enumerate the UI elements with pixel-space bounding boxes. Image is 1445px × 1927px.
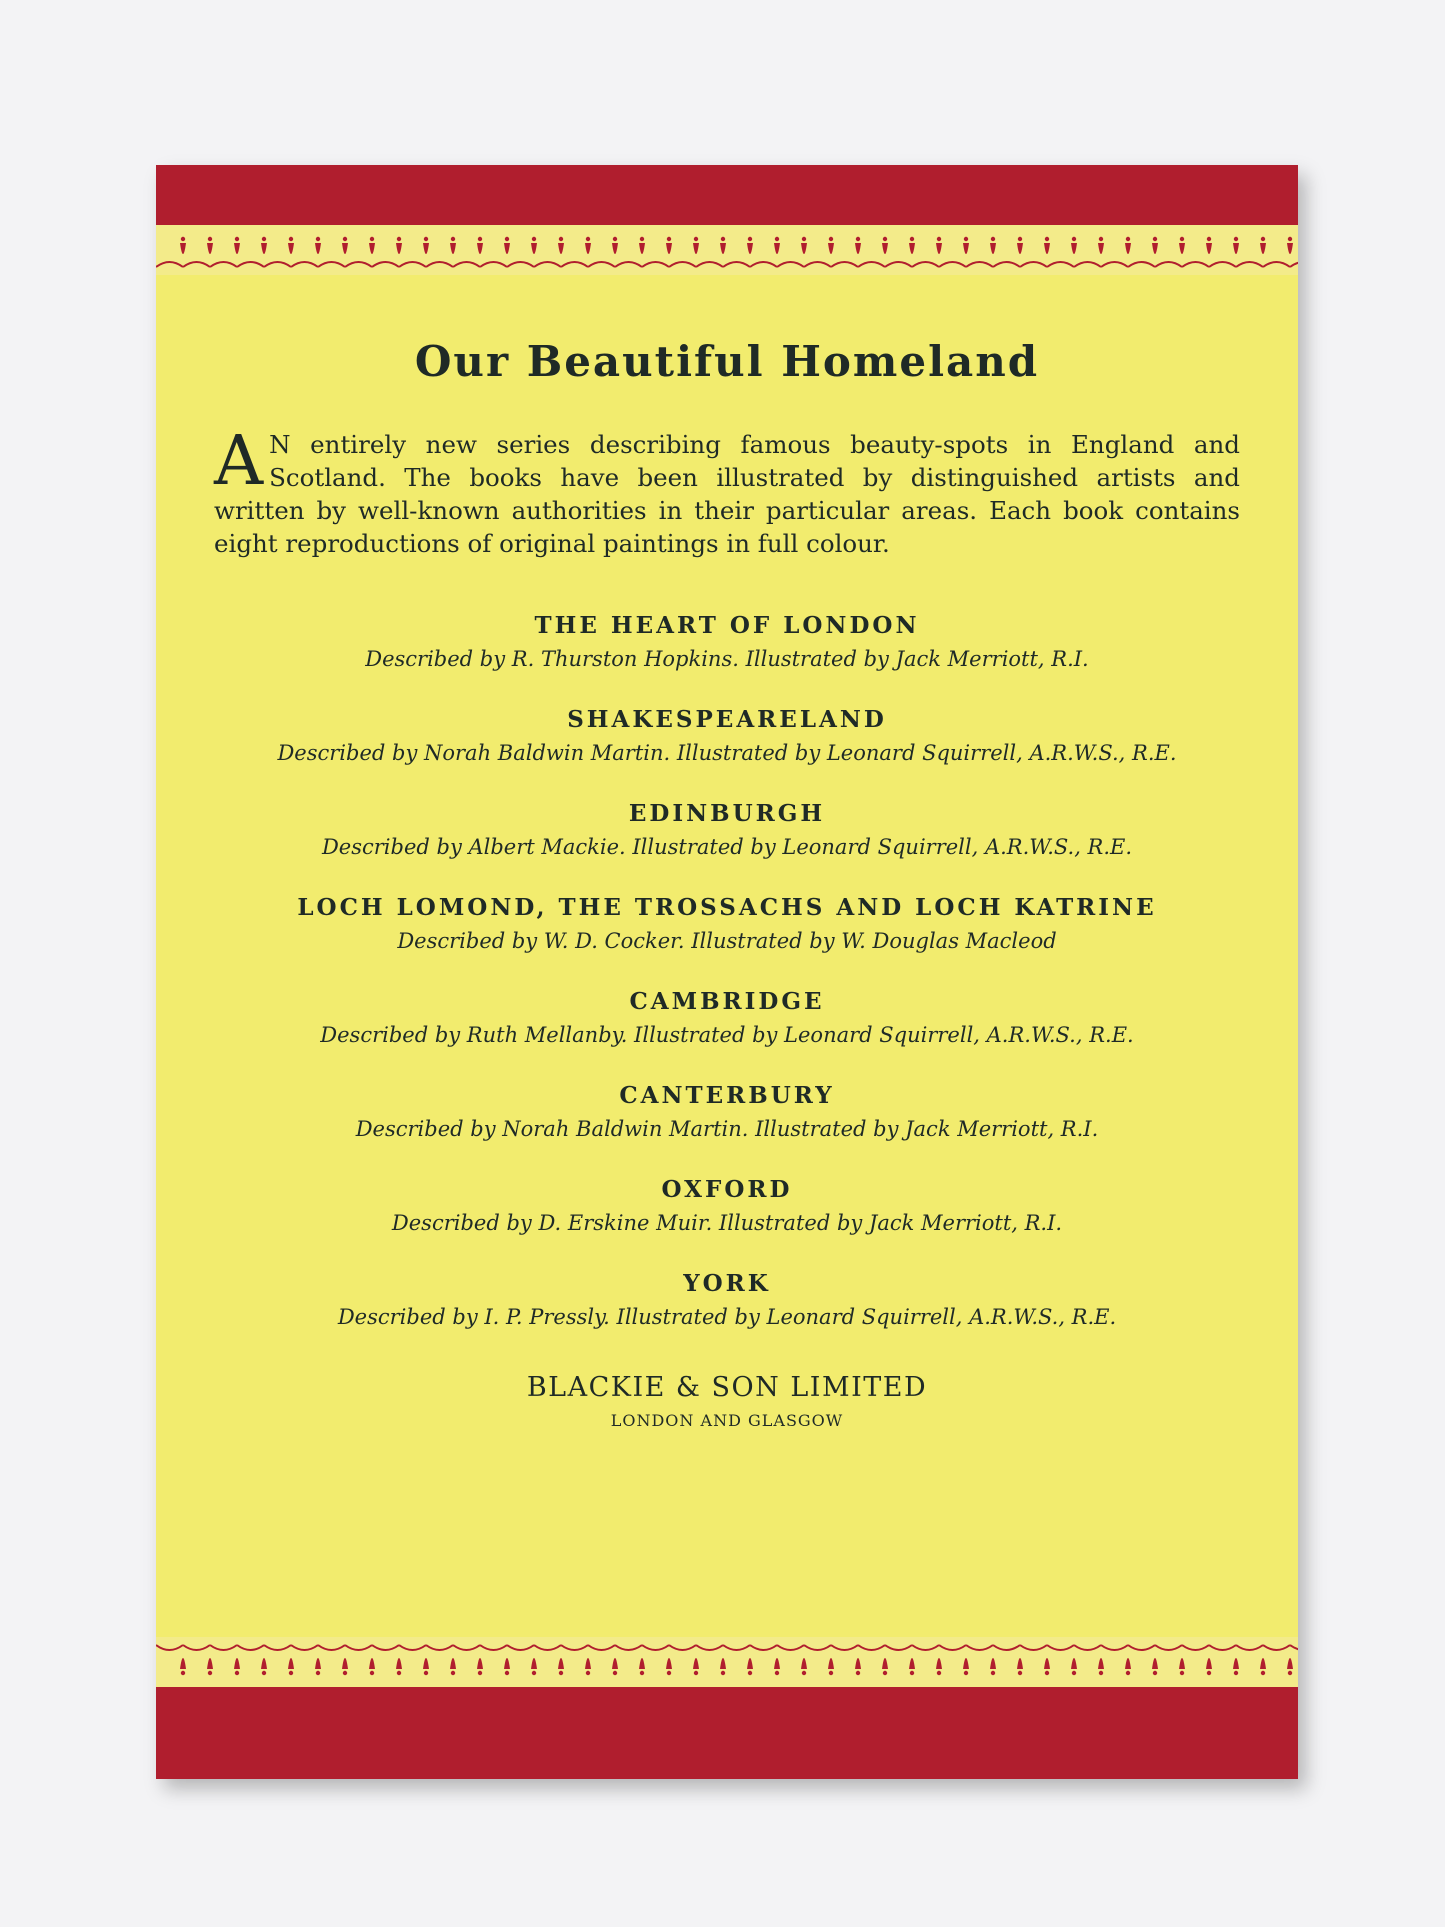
ornament-dot — [721, 237, 725, 241]
ornament-drop — [1017, 1658, 1023, 1669]
book-description: Described by R. Thurston Hopkins. Illustrated by Jack Merriott, R.I. — [365, 647, 1089, 671]
book-entry — [210, 1082, 1244, 1142]
ornament-dot — [478, 1671, 482, 1675]
book-title: CANTERBURY — [619, 1082, 835, 1109]
ornament-drop — [1152, 243, 1158, 254]
ornament-drop — [342, 243, 348, 254]
ornament-top-svg — [156, 225, 1298, 275]
ornament-drop — [882, 243, 888, 254]
ornament-drop — [450, 1658, 456, 1669]
ornament-dot — [559, 237, 563, 241]
ornament-drop — [666, 243, 672, 254]
ornament-drop — [504, 243, 510, 254]
ornament-dot — [937, 237, 941, 241]
ornament-drop — [315, 1658, 321, 1669]
ornament-dot — [1099, 1671, 1103, 1675]
ornament-dot — [1126, 237, 1130, 241]
ornament-drop — [1287, 1658, 1293, 1669]
ornament-dot — [1045, 1671, 1049, 1675]
ornament-dot — [1018, 237, 1022, 241]
ornament-drop — [558, 243, 564, 254]
ornament-drop — [477, 243, 483, 254]
ornament-drop — [936, 1658, 942, 1669]
ornament-drop — [936, 243, 942, 254]
ornament-drop — [1206, 243, 1212, 254]
ornament-drop — [1179, 243, 1185, 254]
publisher-name: BLACKIE & SON LIMITED — [526, 1372, 928, 1403]
ornament-drop — [396, 243, 402, 254]
ornament-dot — [1180, 237, 1184, 241]
ornament-drop — [693, 243, 699, 254]
ornament-dot — [181, 237, 185, 241]
ornament-drop — [369, 1658, 375, 1669]
ornament-dot — [883, 1671, 887, 1675]
ornament-drop — [855, 1658, 861, 1669]
ornament-dot — [694, 237, 698, 241]
ornament-drop — [990, 243, 996, 254]
ornament-dot — [694, 1671, 698, 1675]
publisher-block — [210, 1372, 1244, 1430]
series-intro — [214, 422, 1240, 560]
ornament-dot — [181, 1671, 185, 1675]
ornament-drop — [423, 1658, 429, 1669]
book-description: Described by W. D. Cocker. Illustrated by W. Douglas Macleod — [397, 929, 1057, 953]
ornament-dot — [667, 1671, 671, 1675]
ornament-dot — [748, 237, 752, 241]
ornament-dot — [829, 237, 833, 241]
ornament-dot — [640, 237, 644, 241]
ornament-drop — [963, 243, 969, 254]
book-entry — [210, 706, 1244, 766]
ornament-dot — [1072, 237, 1076, 241]
ornament-dot — [1180, 1671, 1184, 1675]
ornament-drop — [801, 1658, 807, 1669]
ornament-drop — [882, 1658, 888, 1669]
ornament-dot — [748, 1671, 752, 1675]
ornament-dot — [856, 237, 860, 241]
ornament-dot — [1207, 1671, 1211, 1675]
ornament-dot — [1018, 1671, 1022, 1675]
ornament-drop — [1098, 1658, 1104, 1669]
ornament-dot — [1099, 237, 1103, 241]
ornament-drop — [477, 1658, 483, 1669]
ornament-dot — [991, 1671, 995, 1675]
ornament-drop — [558, 1658, 564, 1669]
ornament-dot — [208, 237, 212, 241]
ornament-drop — [1125, 243, 1131, 254]
ornament-drop — [828, 1658, 834, 1669]
ornament-drop — [1125, 1658, 1131, 1669]
ornament-drop — [1044, 243, 1050, 254]
ornament-drop — [828, 243, 834, 254]
ornament-dot — [235, 1671, 239, 1675]
ornament-drop — [531, 1658, 537, 1669]
ornament-drop — [963, 1658, 969, 1669]
ornament-dot — [559, 1671, 563, 1675]
ornament-dot — [1126, 1671, 1130, 1675]
ornament-drop — [585, 1658, 591, 1669]
ornament-dot — [640, 1671, 644, 1675]
book-description: Described by Norah Baldwin Martin. Illustrated by Jack Merriott, R.I. — [355, 1117, 1099, 1141]
ornament-drop — [747, 243, 753, 254]
book-title: YORK — [683, 1270, 771, 1297]
ornament-drop — [639, 1658, 645, 1669]
series-title: Our Beautiful Homeland — [414, 337, 1040, 386]
ornament-dot — [1153, 1671, 1157, 1675]
ornament-drop — [1233, 1658, 1239, 1669]
intro-text: N entirely new series describing famous beauty-spots in England and Scotland. The books have been illustrated by distinguished artists and written by well-known authorities in their particular areas. Each book contains eight reproductions of original paintings in full colour. — [214, 430, 1240, 558]
ornament-dot — [1234, 1671, 1238, 1675]
ornament-dot — [613, 237, 617, 241]
book-description: Described by Albert Mackie. Illustrated by Leonard Squirrell, A.R.W.S., R.E. — [321, 835, 1133, 859]
ornament-drop — [180, 1658, 186, 1669]
ornament-drop — [1017, 243, 1023, 254]
ornament-dot — [1207, 237, 1211, 241]
book-description: Described by Norah Baldwin Martin. Illustrated by Leonard Squirrell, A.R.W.S., R.E. — [277, 741, 1177, 765]
ornament-dot — [1261, 1671, 1265, 1675]
ornament-drop — [234, 243, 240, 254]
ornament-drop — [504, 1658, 510, 1669]
ornament-drop — [612, 243, 618, 254]
ornament-drop — [801, 243, 807, 254]
ornament-dot — [964, 237, 968, 241]
ornament-dot — [262, 237, 266, 241]
ornament-dot — [586, 237, 590, 241]
ornament-drop — [612, 1658, 618, 1669]
book-title: CAMBRIDGE — [629, 988, 825, 1015]
ornament-drop — [639, 243, 645, 254]
cover-content — [210, 275, 1244, 1637]
ornament-dot — [532, 1671, 536, 1675]
ornament-drop — [342, 1658, 348, 1669]
book-description: Described by Ruth Mellanby. Illustrated by Leonard Squirrell, A.R.W.S., R.E. — [320, 1023, 1134, 1047]
ornament-dot — [235, 237, 239, 241]
book-title: EDINBURGH — [628, 800, 826, 827]
ornament-drop — [1233, 243, 1239, 254]
ornament-dot — [1153, 237, 1157, 241]
ornament-dot — [424, 237, 428, 241]
ornament-dot — [1288, 1671, 1292, 1675]
ornament-dot — [802, 237, 806, 241]
publisher-place: LONDON AND GLASGOW — [610, 1411, 844, 1430]
ornament-dot — [829, 1671, 833, 1675]
ornament-drop — [909, 1658, 915, 1669]
ornament-dot — [370, 237, 374, 241]
ornament-drop — [990, 1658, 996, 1669]
ornament-dot — [316, 1671, 320, 1675]
ornament-dot — [397, 1671, 401, 1675]
ornament-dot — [667, 237, 671, 241]
ornament-dot — [991, 237, 995, 241]
red-band-bottom — [156, 1687, 1298, 1779]
book-title: THE HEART OF LONDON — [534, 612, 920, 639]
ornament-drop — [450, 243, 456, 254]
ornament-drop — [666, 1658, 672, 1669]
book-entry — [210, 988, 1244, 1048]
ornamental-border-top — [156, 225, 1298, 275]
ornament-drop — [207, 1658, 213, 1669]
ornament-dot — [505, 237, 509, 241]
ornament-dot — [505, 1671, 509, 1675]
ornament-drop — [180, 243, 186, 254]
ornament-dot — [208, 1671, 212, 1675]
book-entry — [210, 800, 1244, 860]
ornament-drop — [1287, 243, 1293, 254]
ornament-dot — [1261, 237, 1265, 241]
ornament-dot — [1288, 237, 1292, 241]
red-band-top — [156, 165, 1298, 225]
ornament-drop — [315, 243, 321, 254]
ornament-dot — [343, 1671, 347, 1675]
book-title: OXFORD — [661, 1176, 793, 1203]
ornament-dot — [910, 1671, 914, 1675]
ornament-drop — [396, 1658, 402, 1669]
ornament-dot — [289, 237, 293, 241]
ornament-dot — [1072, 1671, 1076, 1675]
ornament-drop — [1260, 1658, 1266, 1669]
ornament-dot — [316, 237, 320, 241]
book-entry — [210, 1176, 1244, 1236]
book-entry — [210, 612, 1244, 672]
ornament-dot — [937, 1671, 941, 1675]
ornament-dot — [856, 1671, 860, 1675]
ornament-drop — [585, 243, 591, 254]
ornament-drop — [288, 1658, 294, 1669]
ornament-dot — [1045, 237, 1049, 241]
ornament-drop — [207, 243, 213, 254]
ornamental-border-bottom — [156, 1637, 1298, 1687]
ornament-dot — [478, 237, 482, 241]
ornament-drop — [774, 243, 780, 254]
scallop-line — [156, 262, 1298, 267]
ornament-dot — [343, 237, 347, 241]
intro-dropcap: A — [214, 422, 264, 501]
ornament-drop — [1071, 1658, 1077, 1669]
book-entry — [210, 1270, 1244, 1330]
ornament-drop — [1260, 243, 1266, 254]
book-title: SHAKESPEARELAND — [567, 706, 887, 733]
ornament-drop — [1152, 1658, 1158, 1669]
ornament-drop — [1179, 1658, 1185, 1669]
ornament-dot — [424, 1671, 428, 1675]
ornament-dot — [1234, 237, 1238, 241]
ornament-dot — [721, 1671, 725, 1675]
book-description: Described by I. P. Pressly. Illustrated by Leonard Squirrell, A.R.W.S., R.E. — [337, 1305, 1117, 1329]
ornament-dot — [532, 237, 536, 241]
ornament-bottom-svg — [156, 1637, 1298, 1687]
ornament-dot — [775, 1671, 779, 1675]
ornament-drop — [261, 1658, 267, 1669]
ornament-dot — [775, 237, 779, 241]
scallop-line — [156, 1645, 1298, 1650]
ornament-drop — [693, 1658, 699, 1669]
ornament-drop — [774, 1658, 780, 1669]
ornament-drop — [747, 1658, 753, 1669]
ornament-dot — [451, 237, 455, 241]
ornament-dot — [586, 1671, 590, 1675]
ornament-dot — [451, 1671, 455, 1675]
ornament-dot — [397, 237, 401, 241]
ornament-drop — [261, 243, 267, 254]
ornament-drop — [531, 243, 537, 254]
ornament-drop — [720, 243, 726, 254]
book-description: Described by D. Erskine Muir. Illustrated by Jack Merriott, R.I. — [391, 1211, 1063, 1235]
ornament-dot — [370, 1671, 374, 1675]
book-entry — [210, 894, 1244, 954]
ornament-dot — [910, 237, 914, 241]
ornament-dot — [289, 1671, 293, 1675]
ornament-drop — [1071, 243, 1077, 254]
ornament-drop — [909, 243, 915, 254]
ornament-dot — [613, 1671, 617, 1675]
ornament-drop — [1098, 243, 1104, 254]
ornament-dot — [883, 237, 887, 241]
ornament-dot — [964, 1671, 968, 1675]
ornament-drop — [855, 243, 861, 254]
ornament-drop — [288, 243, 294, 254]
book-back-cover — [156, 165, 1298, 1779]
ornament-drop — [369, 243, 375, 254]
book-title: LOCH LOMOND, THE TROSSACHS AND LOCH KATRINE — [297, 894, 1157, 921]
ornament-drop — [1206, 1658, 1212, 1669]
ornament-dot — [802, 1671, 806, 1675]
book-list — [210, 612, 1244, 1330]
ornament-drop — [423, 243, 429, 254]
ornament-dot — [262, 1671, 266, 1675]
ornament-drop — [1044, 1658, 1050, 1669]
ornament-drop — [720, 1658, 726, 1669]
ornament-drop — [234, 1658, 240, 1669]
